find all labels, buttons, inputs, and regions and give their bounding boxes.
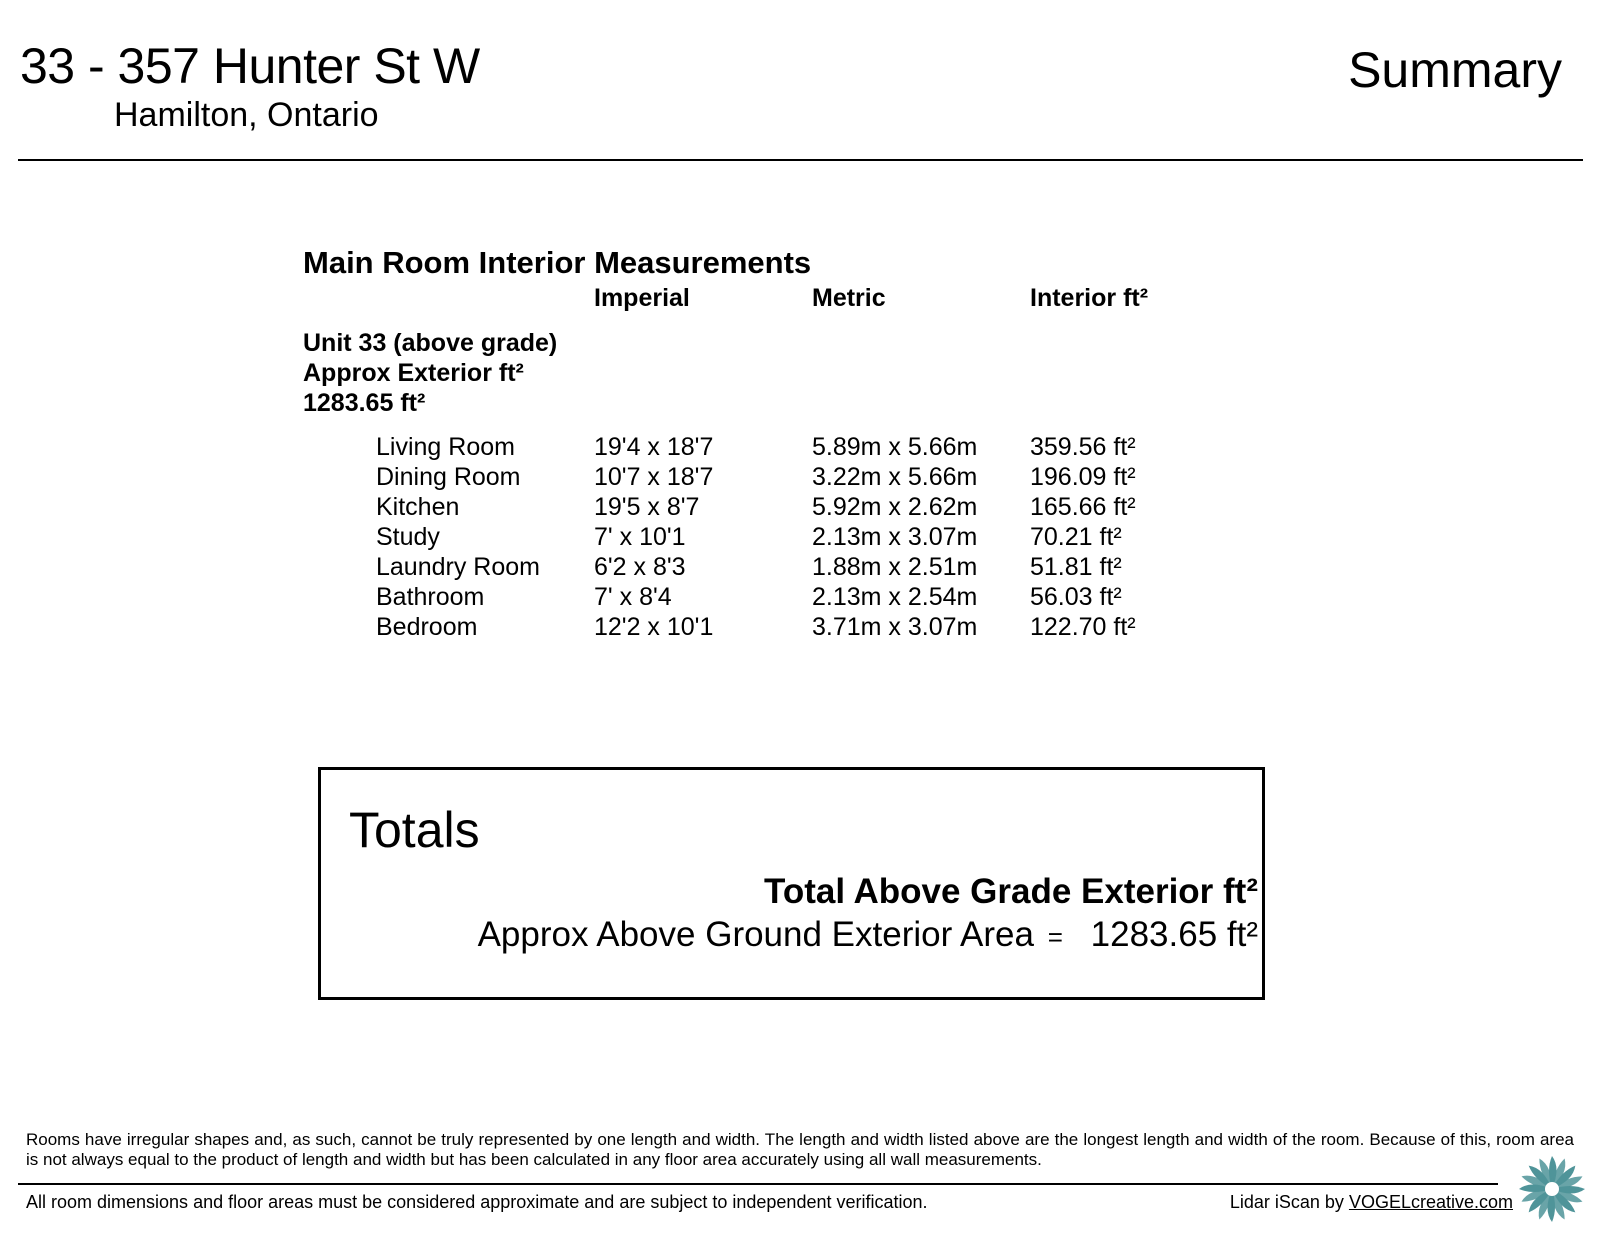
table-row: [0, 432, 1200, 462]
table-row: [0, 582, 1200, 612]
totals-label: Approx Above Ground Exterior Area: [477, 915, 1034, 954]
unit-name: Unit 33 (above grade): [303, 329, 558, 357]
column-header-metric: Metric: [812, 284, 886, 312]
measurements-title: Main Room Interior Measurements: [303, 245, 812, 280]
property-address: 33 - 357 Hunter St W: [20, 38, 480, 94]
page-label: Summary: [1348, 42, 1562, 98]
footer-divider: [18, 1183, 1498, 1185]
room-metric: 2.13m x 2.54m: [812, 583, 978, 611]
logo-center: [1545, 1182, 1559, 1196]
totals-title: Totals: [349, 802, 480, 858]
table-row: [0, 552, 1200, 582]
room-imperial: 7' x 10'1: [594, 523, 686, 551]
unit-exterior-label: Approx Exterior ft²: [303, 359, 524, 387]
table-row: [0, 462, 1200, 492]
table-row: [0, 612, 1200, 642]
property-city: Hamilton, Ontario: [114, 96, 379, 134]
room-name: Living Room: [376, 433, 515, 461]
room-interior-area: 122.70 ft²: [1030, 613, 1136, 641]
totals-equals-sign: =: [1047, 922, 1063, 952]
totals-value: 1283.65 ft²: [1090, 915, 1258, 954]
totals-heading: Total Above Grade Exterior ft²: [764, 872, 1258, 911]
room-name: Bedroom: [376, 613, 478, 641]
room-interior-area: 70.21 ft²: [1030, 523, 1122, 551]
room-imperial: 19'4 x 18'7: [594, 433, 714, 461]
room-imperial: 6'2 x 8'3: [594, 553, 686, 581]
room-metric: 5.92m x 2.62m: [812, 493, 978, 521]
room-imperial: 10'7 x 18'7: [594, 463, 714, 491]
room-name: Study: [376, 523, 440, 551]
vogelcreative-link[interactable]: VOGELcreative.com: [1348, 1192, 1513, 1212]
table-row: [0, 492, 1200, 522]
credit-prefix: Lidar iScan by: [1229, 1192, 1349, 1212]
vogel-logo-icon: [1517, 1154, 1587, 1224]
room-imperial: 12'2 x 10'1: [594, 613, 714, 641]
room-metric: 2.13m x 3.07m: [812, 523, 978, 551]
credit-line: [1230, 1191, 1513, 1213]
totals-line: [478, 914, 1258, 958]
unit-exterior-value: 1283.65 ft²: [303, 389, 426, 417]
disclaimer-text: Rooms have irregular shapes and, as such, cannot be truly represented by one length and width. The length and width listed above are the longest length and width of the room. Because of this, room area is not always equal to the product of length and width but has been calculated in any floor area accurately using all wall measurements.: [26, 1130, 1574, 1169]
column-header-imperial: Imperial: [594, 284, 690, 312]
room-name: Dining Room: [376, 463, 521, 491]
room-name: Bathroom: [376, 583, 485, 611]
room-imperial: 7' x 8'4: [594, 583, 672, 611]
room-interior-area: 56.03 ft²: [1030, 583, 1122, 611]
table-row: [0, 522, 1200, 552]
room-imperial: 19'5 x 8'7: [594, 493, 700, 521]
room-metric: 5.89m x 5.66m: [812, 433, 978, 461]
room-interior-area: 165.66 ft²: [1030, 493, 1136, 521]
footnote-text: All room dimensions and floor areas must be considered approximate and are subject to independent verification.: [26, 1192, 928, 1212]
column-header-interior: Interior ft²: [1030, 284, 1149, 312]
room-metric: 3.22m x 5.66m: [812, 463, 978, 491]
room-interior-area: 51.81 ft²: [1030, 553, 1122, 581]
room-interior-area: 359.56 ft²: [1030, 433, 1136, 461]
room-metric: 3.71m x 3.07m: [812, 613, 978, 641]
room-interior-area: 196.09 ft²: [1030, 463, 1136, 491]
room-metric: 1.88m x 2.51m: [812, 553, 978, 581]
header-divider: [18, 159, 1583, 161]
room-name: Kitchen: [376, 493, 460, 521]
room-name: Laundry Room: [376, 553, 540, 581]
